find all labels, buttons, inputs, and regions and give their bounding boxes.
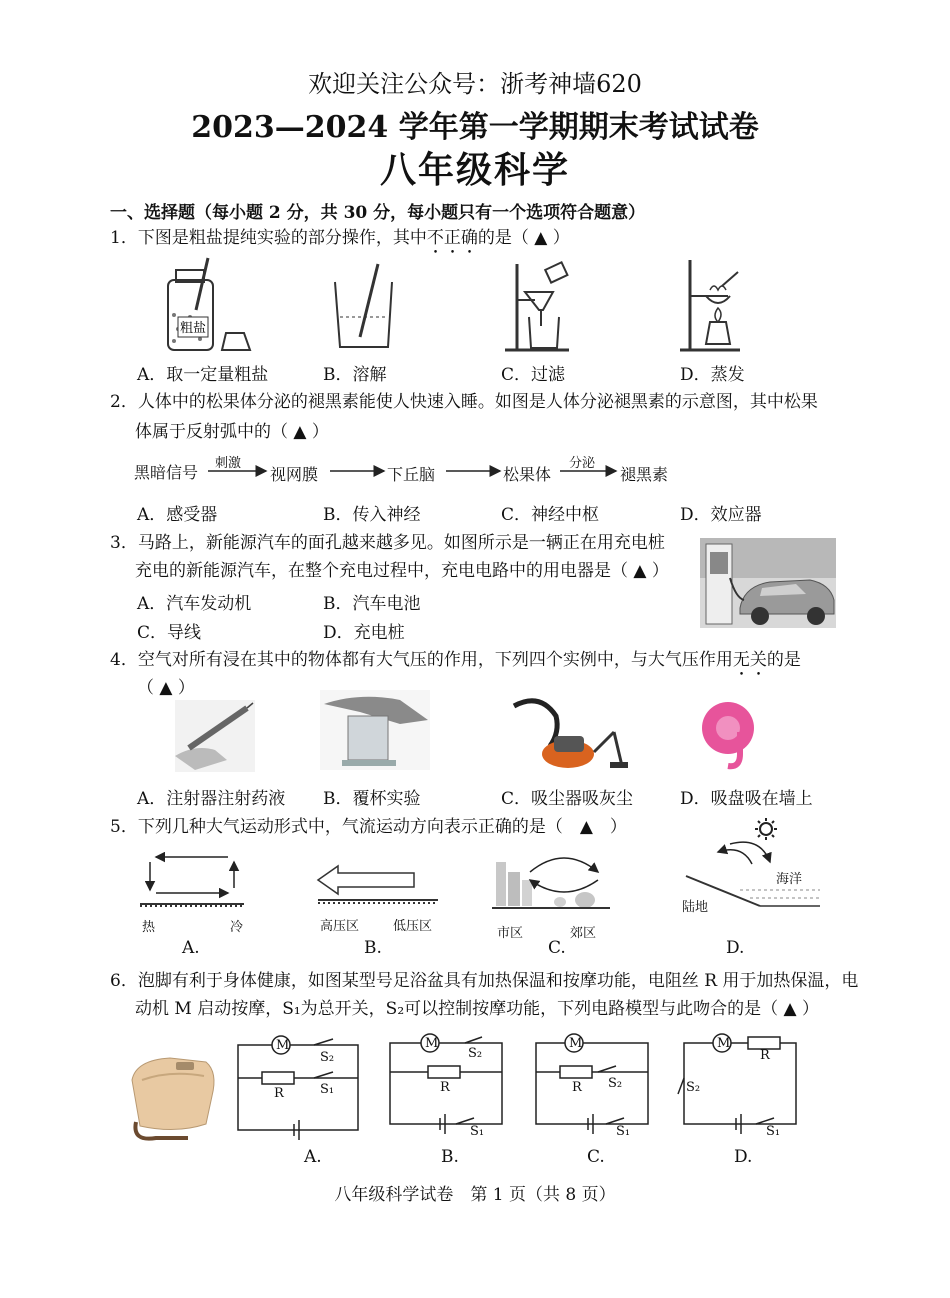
question-2-line2: 体属于反射弧中的（ ▲ ） <box>135 422 329 442</box>
circuit-c-motor-label: M <box>569 1036 583 1051</box>
circuit-a-s1-label: S₁ <box>320 1082 335 1097</box>
q1-option-c[interactable]: C．过滤 <box>501 365 566 385</box>
q1-option-b[interactable]: B．溶解 <box>323 365 387 385</box>
flow-node-4: 松果体 <box>503 465 552 484</box>
q5-a-right-label: 冷 <box>230 920 244 935</box>
flow-node-2: 视网膜 <box>270 465 319 484</box>
q1-option-a[interactable]: A．取一定量粗盐 <box>137 365 269 385</box>
circuit-d-s2-label: S₂ <box>686 1080 701 1095</box>
q5-a-left-label: 热 <box>142 920 156 935</box>
circuit-b-resistor-label: R <box>440 1080 450 1095</box>
circuit-b-motor-label: M <box>425 1036 439 1051</box>
q5-d-sea-label: 海洋 <box>776 872 803 887</box>
emphasis-text: 无关 <box>732 650 767 670</box>
question-3-line1: 3．马路上，新能源汽车的面孔越来越多见。如图所示是一辆正在用充电桩 <box>110 533 665 553</box>
q5-b-left-label: 高压区 <box>320 919 360 934</box>
q3-option-a[interactable]: A．汽车发动机 <box>137 594 252 614</box>
wechat-note: 欢迎关注公众号：浙考神墙620 <box>308 70 642 98</box>
question-1-text: 1．下图是粗盐提纯实验的部分操作，其中不正确的是（ ▲ ） <box>110 228 570 248</box>
page-footer: 八年级科学试卷 第 1 页（共 8 页） <box>334 1185 616 1205</box>
circuit-d-motor-label: M <box>717 1036 731 1051</box>
circuit-c-s2-label: S₂ <box>608 1076 623 1091</box>
flow-node-1: 黑暗信号 <box>134 463 199 482</box>
q6-option-d[interactable]: D. <box>734 1147 753 1167</box>
section-heading: 一、选择题（每小题 2 分，共 30 分，每小题只有一个选项符合题意） <box>110 203 646 223</box>
q2-option-d[interactable]: D．效应器 <box>680 505 762 525</box>
q4-option-d[interactable]: D．吸盘吸在墙上 <box>680 789 813 809</box>
q6-option-b[interactable]: B. <box>441 1147 459 1167</box>
circuit-b-s2-label: S₂ <box>468 1046 483 1061</box>
question-5-text: 5．下列几种大气运动形式中，气流运动方向表示正确的是（ ▲ ） <box>110 817 627 837</box>
q1-option-d[interactable]: D．蒸发 <box>680 365 745 385</box>
q2-option-b[interactable]: B．传入神经 <box>323 505 421 525</box>
q5-d-land-label: 陆地 <box>682 900 709 915</box>
exam-subject: 八年级科学 <box>379 149 570 191</box>
q5-option-c[interactable]: C. <box>548 938 566 958</box>
flow-node-3: 下丘脑 <box>387 465 436 484</box>
q2-option-a[interactable]: A．感受器 <box>137 505 218 525</box>
q3-option-c[interactable]: C．导线 <box>137 623 202 643</box>
question-3-line2: 充电的新能源汽车，在整个充电过程中，充电电路中的用电器是（ ▲ ） <box>135 561 669 581</box>
flow-node-5: 褪黑素 <box>620 465 669 484</box>
circuit-b-s1-label: S₁ <box>470 1124 485 1139</box>
q4-option-a[interactable]: A．注射器注射药液 <box>137 789 286 809</box>
q5-c-right-label: 郊区 <box>570 926 597 941</box>
flow-arrow-label-4: 分泌 <box>569 456 596 471</box>
flow-arrow-label-1: 刺激 <box>215 456 242 471</box>
q3-option-d[interactable]: D．充电桩 <box>323 623 405 643</box>
question-6-line2: 动机 M 启动按摩，S₁为总开关，S₂可以控制按摩功能，下列电路模型与此吻合的是（ ▲ ） <box>135 999 820 1019</box>
q3-option-b[interactable]: B．汽车电池 <box>323 594 421 614</box>
q5-option-b[interactable]: B. <box>364 938 382 958</box>
jar-label: 粗盐 <box>179 321 207 336</box>
question-4-line1: 4．空气对所有浸在其中的物体都有大气压的作用，下列四个实例中，与大气压作用无关的是 <box>110 650 801 670</box>
q2-option-c[interactable]: C．神经中枢 <box>501 505 600 525</box>
q4-option-b[interactable]: B．覆杯实验 <box>323 789 421 809</box>
circuit-a-resistor-label: R <box>274 1086 284 1101</box>
question-6-line1: 6．泡脚有利于身体健康，如图某型号足浴盆具有加热保温和按摩功能，电阻丝 R 用于加热保温，电 <box>110 971 859 991</box>
exam-title: 2023—2024 学年第一学期期末考试试卷 <box>191 110 759 145</box>
circuit-c-resistor-label: R <box>572 1080 582 1095</box>
q4-option-c[interactable]: C．吸尘器吸灰尘 <box>501 789 634 809</box>
circuit-d-s1-label: S₁ <box>766 1124 781 1139</box>
circuit-a-motor-label: M <box>276 1038 290 1053</box>
question-2-line1: 2．人体中的松果体分泌的褪黑素能使人快速入睡。如图是人体分泌褪黑素的示意图，其中松果 <box>110 392 818 412</box>
circuit-d-resistor-label: R <box>760 1048 770 1063</box>
q5-c-left-label: 市区 <box>497 926 524 941</box>
q5-b-right-label: 低压区 <box>393 919 433 934</box>
circuit-a-s2-label: S₂ <box>320 1050 335 1065</box>
question-4-line2: （ ▲ ） <box>137 678 195 698</box>
q6-option-a[interactable]: A. <box>304 1147 322 1167</box>
q6-option-c[interactable]: C. <box>587 1147 605 1167</box>
q5-option-d[interactable]: D. <box>726 938 745 958</box>
circuit-c-s1-label: S₁ <box>616 1124 631 1139</box>
emphasis-text: 不正确 <box>426 228 478 248</box>
q5-option-a[interactable]: A. <box>182 938 200 958</box>
